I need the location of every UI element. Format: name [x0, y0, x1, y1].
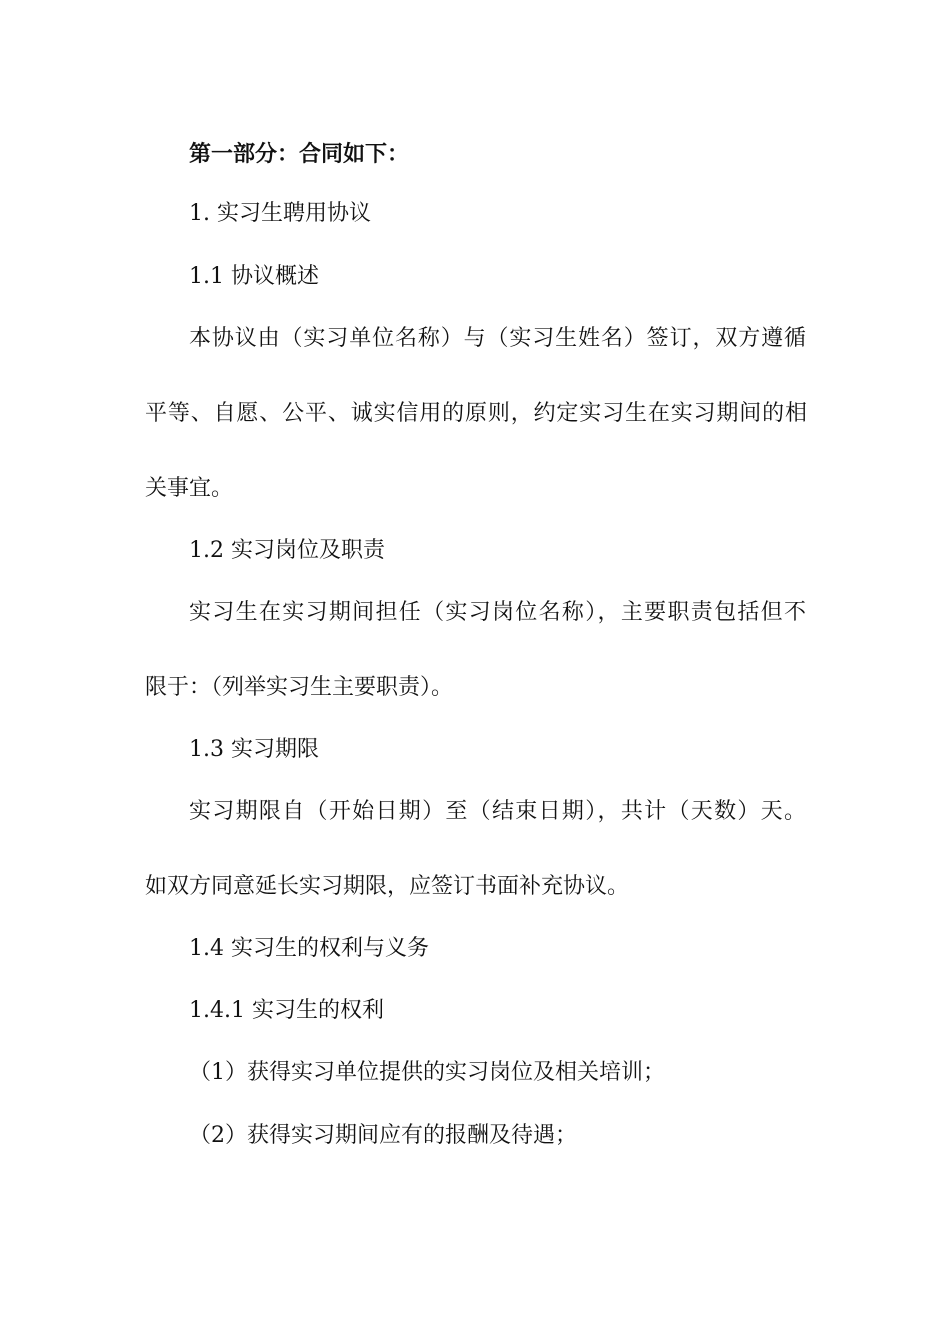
section-title-1-4-1: 1.4.1 实习生的权利 — [189, 998, 384, 1023]
paragraph-line: 本协议由（实习单位名称）与（实习生姓名）签订，双方遵循 — [189, 326, 806, 351]
section-title-1-3: 1.3 实习期限 — [189, 737, 319, 762]
paragraph-line: 关事宜。 — [145, 476, 234, 501]
section-title-1-2: 1.2 实习岗位及职责 — [189, 538, 385, 563]
paragraph-line: 平等、自愿、公平、诚实信用的原则，约定实习生在实习期间的相 — [145, 401, 807, 426]
section-title-1: 1. 实习生聘用协议 — [189, 201, 371, 226]
list-item: （1）获得实习单位提供的实习岗位及相关培训； — [189, 1060, 665, 1085]
paragraph-line: 如双方同意延长实习期限，应签订书面补充协议。 — [145, 874, 630, 899]
paragraph-line: 实习生在实习期间担任（实习岗位名称），主要职责包括但不 — [189, 600, 806, 625]
part-heading: 第一部分：合同如下： — [189, 141, 410, 167]
paragraph-line: 限于：（列举实习生主要职责）。 — [145, 675, 454, 700]
section-title-1-4: 1.4 实习生的权利与义务 — [189, 936, 429, 961]
paragraph-line: 实习期限自（开始日期）至（结束日期），共计（天数）天。 — [189, 799, 806, 824]
list-item: （2）获得实习期间应有的报酬及待遇； — [189, 1123, 577, 1148]
section-title-1-1: 1.1 协议概述 — [189, 264, 319, 289]
